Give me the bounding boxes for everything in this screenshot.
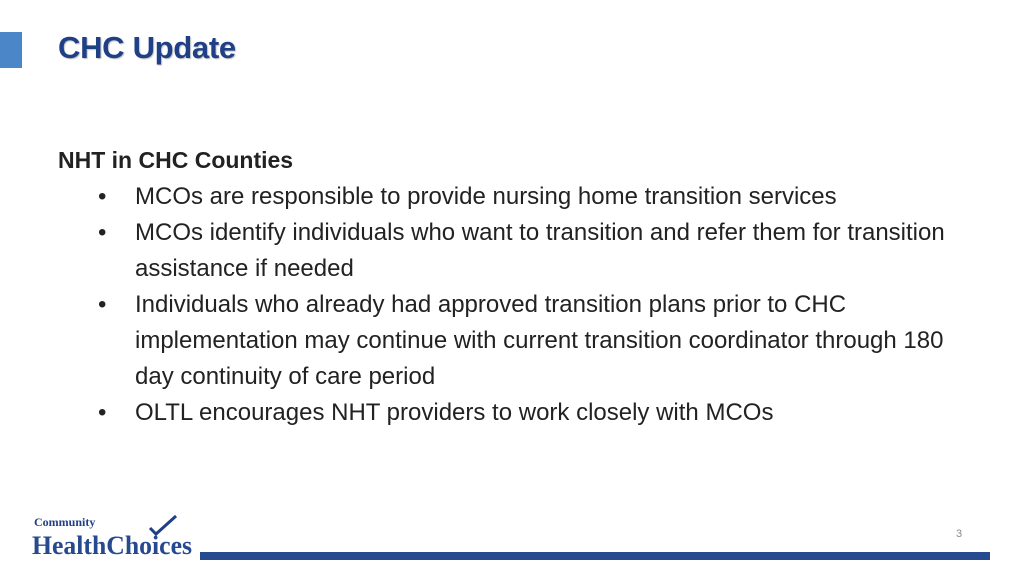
community-healthchoices-logo <box>32 514 198 560</box>
bullet-dot: • <box>98 399 107 426</box>
title-accent-bar <box>0 32 22 68</box>
bullet-dot: • <box>98 183 107 210</box>
bullet-list <box>58 179 978 431</box>
bullet-text: OLTL encourages NHT providers to work closely with MCOs <box>135 399 774 426</box>
page-number: 3 <box>956 528 963 540</box>
bullet-dot: • <box>98 219 107 246</box>
section-heading: NHT in CHC Counties <box>58 147 294 173</box>
bullet-item <box>58 179 978 215</box>
logo-community-text: Community <box>34 515 96 529</box>
bullet-item <box>58 287 978 395</box>
bullet-item <box>58 215 978 287</box>
bullet-item <box>58 395 978 431</box>
logo-healthchoices-text: HealthChoices <box>32 531 192 560</box>
bullet-text: Individuals who already had approved transition plans prior to CHC implementation may continue with current transition coordinator through 180 day continuity of care period <box>135 291 944 390</box>
bullet-text: MCOs are responsible to provide nursing home transition services <box>135 183 837 210</box>
footer-rule <box>200 552 990 560</box>
slide-content <box>58 145 978 431</box>
bullet-text: MCOs identify individuals who want to transition and refer them for transition assistance if needed <box>135 219 945 282</box>
slide-title: CHC Update <box>58 30 236 65</box>
bullet-dot: • <box>98 291 107 318</box>
